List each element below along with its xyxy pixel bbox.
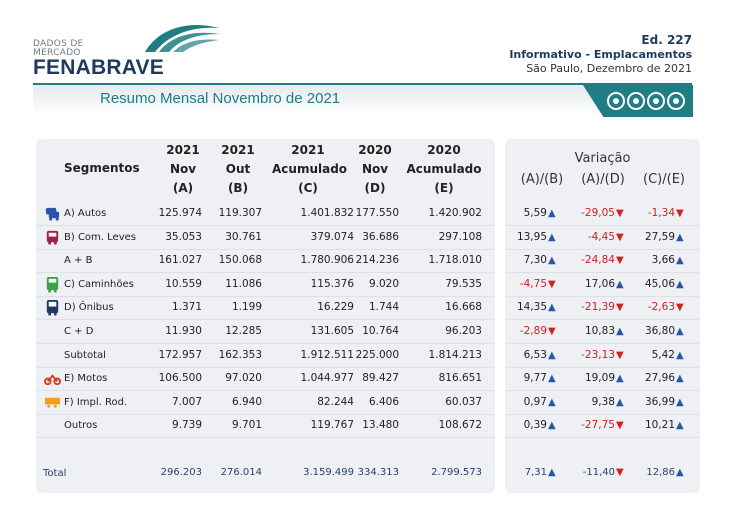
variation-value: 10,83 [584,325,615,337]
variation-cell [520,278,558,290]
arrow-down-icon: ▼ [616,255,624,267]
value-cell: 119.767 [310,419,354,432]
arrow-up-icon: ▲ [548,373,556,385]
variation-title: Variação [574,151,631,166]
column-header-year: 2020 [358,143,392,157]
variation-value: -21,39 [581,301,615,314]
variation-value: 5,59 [523,207,547,219]
value-cell: 97.020 [225,372,262,385]
value-cell: 1.420.902 [428,207,482,219]
value-cell: 16.229 [317,301,354,314]
value-cell: 297.108 [438,230,482,243]
value-cell: 161.027 [158,254,202,267]
column-header-period: Nov [169,162,197,176]
segment-label: C) Caminhões [64,278,134,290]
segment-label: B) Com. Leves [64,231,136,243]
van-icon [44,229,61,246]
variation-value: -11,40 [582,467,615,478]
variation-cell [517,231,558,243]
table-row [36,249,700,273]
variation-cell [585,278,626,290]
logo-swoosh-icon [141,18,221,54]
value-cell: 379.074 [310,230,354,243]
value-cell: 60.037 [445,395,482,408]
variation-value: 14,35 [516,301,547,314]
segment-label: F) Impl. Rod. [64,396,128,408]
variation-value: 3,66 [651,254,675,267]
segments-header: Segmentos [64,161,140,175]
column-header-d [355,141,395,198]
variation-cell [645,372,686,384]
arrow-down-icon: ▼ [616,302,624,314]
value-cell: 82.244 [317,395,354,408]
arrow-up-icon: ▲ [548,208,556,219]
column-header-key: (E) [434,181,454,195]
variation-header-ad: (A)/(D) [581,172,625,187]
column-header-period: Acumulado [406,162,482,176]
arrow-up-icon: ▲ [548,396,556,408]
variation-cell [652,254,686,266]
segment-label: D) Ônibus [64,302,114,314]
variation-cell [645,325,686,337]
value-cell: 177.550 [355,207,399,219]
arrow-up-icon: ▲ [616,373,624,385]
variation-cell [581,254,626,266]
variation-cell [585,372,626,384]
variation-value: 5,42 [651,348,675,361]
variation-value: -27,75 [581,419,615,432]
variation-cell [646,467,686,478]
variation-value: 10,21 [644,419,675,432]
variation-value: 6,53 [523,348,547,361]
variation-value: -29,05 [581,207,615,219]
value-cell: 9.701 [231,419,262,432]
table-row [36,202,700,226]
value-cell: 131.605 [310,325,354,337]
banner-title: Resumo Mensal Novembro de 2021 [100,90,341,107]
column-header-c [272,141,348,198]
variation-value: 7,31 [524,467,547,478]
variation-cell [524,254,558,266]
arrow-down-icon: ▼ [616,208,624,219]
table-row [36,320,700,344]
column-header-key: (B) [227,181,249,195]
value-cell: 1.199 [231,301,262,314]
arrow-up-icon: ▲ [616,396,624,408]
value-cell: 1.371 [171,301,202,314]
variation-value: -2,63 [647,301,675,314]
value-cell: 276.014 [220,467,262,478]
total-row [36,462,700,486]
value-cell: 10.764 [362,325,399,337]
variation-cell [648,301,686,313]
variation-value: 17,06 [584,277,615,290]
value-cell: 162.353 [218,348,262,361]
table-row [36,391,700,415]
arrow-up-icon: ▲ [676,396,684,408]
variation-cell [524,419,558,431]
variation-cell [524,372,558,384]
column-header-key: (D) [364,181,386,195]
value-cell: 108.672 [438,419,482,432]
variation-value: 19,09 [584,372,615,385]
wheel-icons [607,92,685,110]
variation-value: -24,84 [581,254,615,267]
trailer-icon [44,394,61,411]
fenabrave-logo [33,18,223,78]
arrow-up-icon: ▲ [548,302,556,314]
variation-header-ab: (A)/(B) [520,172,564,187]
arrow-down-icon: ▼ [676,208,684,219]
column-header-key: (C) [298,181,318,195]
value-cell: 334.313 [357,467,399,478]
value-cell: 6.940 [231,395,262,408]
variation-cell [520,325,558,337]
variation-cell [581,349,626,361]
segment-label: Subtotal [64,349,106,361]
arrow-down-icon: ▼ [548,326,556,337]
variation-value: -1,34 [647,207,675,219]
segment-label: E) Motos [64,373,108,385]
variation-value: -2,89 [519,325,547,337]
value-cell: 172.957 [158,348,202,361]
table-row [36,273,700,297]
value-cell: 1.780.906 [300,254,354,267]
value-cell: 816.651 [438,372,482,385]
value-cell: 16.668 [445,301,482,314]
value-cell: 1.718.010 [428,254,482,267]
arrow-up-icon: ▲ [616,326,624,337]
wheel-icon [647,92,665,110]
arrow-up-icon: ▲ [676,231,684,243]
value-cell: 3.159.499 [303,467,354,478]
car-icon [44,205,61,222]
arrow-up-icon: ▲ [548,231,556,243]
column-header-year: 2021 [221,143,255,157]
value-cell: 9.020 [368,277,399,290]
variation-cell [645,419,686,431]
variation-cell [583,467,626,478]
arrow-up-icon: ▲ [676,278,684,290]
value-cell: 36.686 [362,230,399,243]
variation-cell [645,231,686,243]
table-row [36,367,700,391]
arrow-up-icon: ▲ [616,278,624,290]
value-cell: 11.086 [225,277,262,290]
variation-value: 9,38 [591,395,615,408]
value-cell: 119.307 [218,207,262,219]
value-cell: 89.427 [362,372,399,385]
edition-number: Ed. 227 [641,33,692,47]
city-date: São Paulo, Dezembro de 2021 [526,62,692,75]
variation-cell [525,467,558,478]
value-cell: 11.930 [165,325,202,337]
row-divider [505,437,700,438]
wheel-icon [667,92,685,110]
variation-cell [524,207,558,219]
variation-value: 0,39 [523,419,547,432]
title-banner [33,85,693,117]
variation-value: 7,30 [523,254,547,267]
arrow-up-icon: ▲ [548,349,556,361]
row-divider [36,437,495,438]
variation-cell [645,278,686,290]
value-cell: 10.559 [165,277,202,290]
arrow-up-icon: ▲ [548,467,556,478]
arrow-up-icon: ▲ [676,349,684,361]
column-header-year: 2021 [166,143,200,157]
column-header-b [218,141,258,198]
variation-value: 36,80 [644,325,675,337]
logo-wordmark: FENABRAVE [33,56,164,79]
variation-value: 45,06 [644,277,675,290]
segment-label: Outros [64,420,98,432]
variation-header-ce: (C)/(E) [643,172,685,187]
variation-cell [588,231,626,243]
variation-cell [581,419,626,431]
value-cell: 13.480 [362,419,399,432]
logo-subtitle-line1: DADOS DE [33,39,84,49]
column-header-year: 2021 [291,143,325,157]
value-cell: 225.000 [355,348,399,361]
value-cell: 1.044.977 [300,372,354,385]
column-header-period: Out [225,162,251,176]
report-type: Informativo - Emplacamentos [509,48,692,61]
value-cell: 79.535 [445,277,482,290]
value-cell: 12.285 [225,325,262,337]
value-cell: 296.203 [160,467,202,478]
arrow-down-icon: ▼ [616,420,624,432]
variation-value: 36,99 [644,395,675,408]
value-cell: 30.761 [225,230,262,243]
value-cell: 1.814.213 [428,348,482,361]
value-cell: 1.744 [368,301,399,314]
truck-icon [44,276,61,293]
bus-icon [44,299,61,316]
value-cell: 1.912.511 [300,348,354,361]
edition-info [509,33,692,75]
table-row [36,296,700,320]
column-header-e [405,141,483,198]
value-cell: 115.376 [310,277,354,290]
value-cell: 214.236 [355,254,399,267]
wheel-icon [607,92,625,110]
logo-subtitle-line2: MERCADO [33,48,81,58]
variation-cell [517,301,558,313]
column-header-year: 2020 [427,143,461,157]
variation-value: -4,75 [519,277,547,290]
variation-value: 27,96 [644,372,675,385]
arrow-down-icon: ▼ [616,467,624,478]
arrow-down-icon: ▼ [676,302,684,314]
segment-label: Total [43,468,67,479]
variation-cell [592,396,626,408]
arrow-up-icon: ▲ [676,326,684,337]
variation-value: 27,59 [644,230,675,243]
variation-cell [652,349,686,361]
variation-value: -4,45 [587,230,615,243]
variation-cell [524,396,558,408]
arrow-up-icon: ▲ [676,420,684,432]
value-cell: 35.053 [165,230,202,243]
table-row [36,344,700,368]
value-cell: 125.974 [158,207,202,219]
variation-value: 12,86 [646,467,675,478]
variation-cell [648,207,686,219]
arrow-down-icon: ▼ [548,278,556,290]
segment-label: C + D [64,326,94,337]
variation-cell [581,301,626,313]
table-row [36,226,700,250]
arrow-up-icon: ▲ [548,420,556,432]
value-cell: 9.739 [171,419,202,432]
value-cell: 2.799.573 [431,467,482,478]
table-row [36,414,700,438]
arrow-up-icon: ▲ [676,467,684,478]
variation-cell [581,207,626,219]
arrow-down-icon: ▼ [616,231,624,243]
arrow-down-icon: ▼ [616,349,624,361]
value-cell: 96.203 [445,325,482,337]
value-cell: 7.007 [171,395,202,408]
variation-cell [585,325,626,337]
arrow-up-icon: ▲ [676,373,684,385]
value-cell: 150.068 [218,254,262,267]
value-cell: 1.401.832 [300,207,354,219]
variation-value: -23,13 [581,348,615,361]
column-header-key: (A) [172,181,194,195]
column-header-period: Acumulado [272,162,348,176]
variation-value: 13,95 [516,230,547,243]
motorcycle-icon [44,370,61,387]
value-cell: 6.406 [368,395,399,408]
arrow-up-icon: ▲ [676,255,684,267]
segment-label: A) Autos [64,208,107,219]
segment-label: A + B [64,255,93,267]
value-cell: 106.500 [158,372,202,385]
arrow-up-icon: ▲ [548,255,556,267]
wheel-icon [627,92,645,110]
variation-value: 9,77 [523,372,547,385]
column-header-a [164,141,202,198]
variation-cell [645,396,686,408]
variation-cell [524,349,558,361]
variation-value: 0,97 [523,395,547,408]
column-header-period: Nov [361,162,389,176]
